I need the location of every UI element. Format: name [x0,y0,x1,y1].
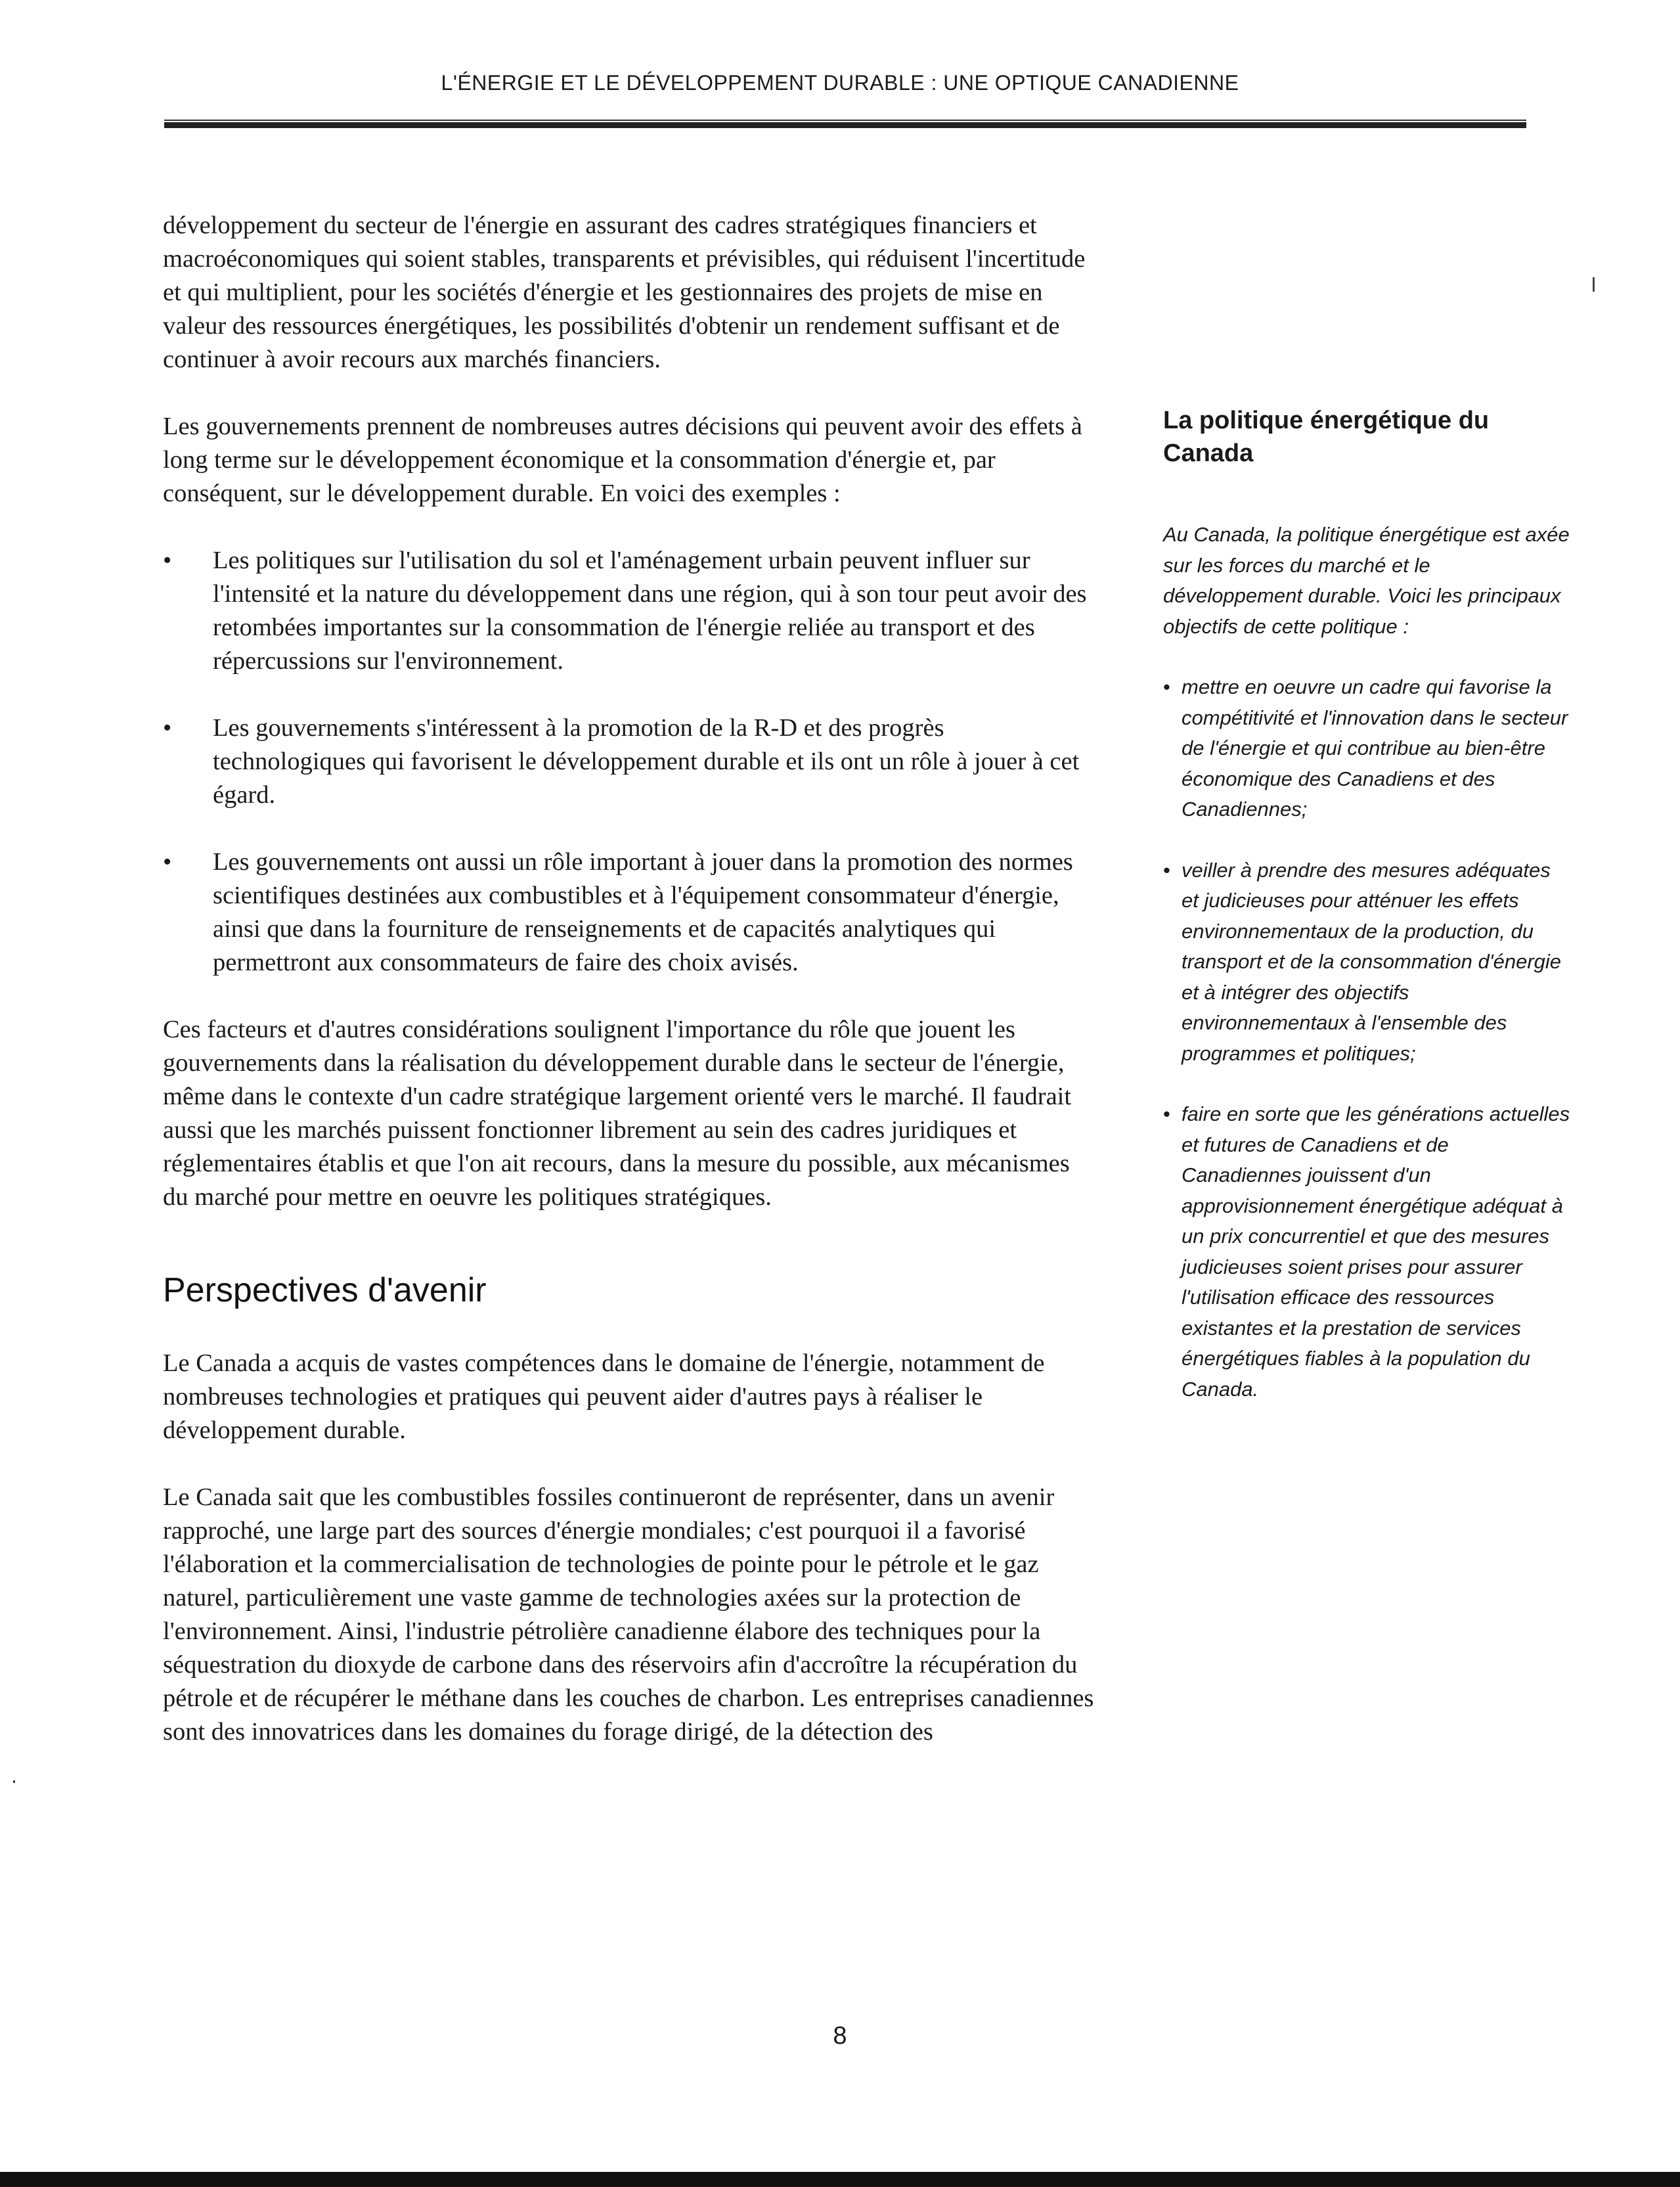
list-item-text: Les gouvernements ont aussi un rôle important à jouer dans la promotion des normes scientifiques destinées aux combustibles et à l'équipement consommateur d'énergie, ainsi que dans la fourniture de renseignements et de capacités analytiques qui permettront aux consommateurs de faire des choix avisés. [213,848,1073,976]
sidebar-intro: Au Canada, la politique énergétique est axée sur les forces du marché et le développement durable. Voici les principaux objectifs de cette politique : [1163,523,1570,638]
sidebar-box [1163,404,1570,1435]
list-item [163,544,1095,678]
paragraph-4: Le Canada a acquis de vastes compétences dans le domaine de l'énergie, notamment de nombreuses technologies et pratiques qui peuvent aider d'autres pays à réaliser le développement durable. [163,1349,1045,1444]
list-item [163,845,1095,980]
list-item-text: Les gouvernements s'intéressent à la promotion de la R-D et des progrès technologiques qui favorisent le développement durable et ils ont un rôle à jouer à cet égard. [213,714,1080,809]
sidebar-list-item-text: faire en sorte que les générations actuelles et futures de Canadiens et de Canadiennes jouissent d'un approvisionnement énergétique adéquat à un prix concurrentiel et que des mesures judicieuses soient prises pour assurer l'utilisation efficace des ressources existantes et la prestation de services énergétiques fiables à la population du Canada. [1182,1102,1570,1401]
sidebar-list-item [1163,855,1570,1070]
header-rule-thin [164,120,1526,121]
scan-speck [13,1780,15,1783]
paragraph-1: développement du secteur de l'énergie en assurant des cadres stratégiques financiers et macroéconomiques qui soient stables, transparents et prévisibles, qui réduisent l'incertitude et qui multiplient, pour les sociétés d'énergie et les gestionnaires des projets de mise en valeur des ressources énergétiques, les possibilités d'obtenir un rendement suffisant et de continuer à avoir recours aux marchés financiers. [163,212,1086,373]
running-header: L'ÉNERGIE ET LE DÉVELOPPEMENT DURABLE : UNE OPTIQUE CANADIENNE [441,71,1239,95]
sidebar-list-item-text: veiller à prendre des mesures adéquates et judicieuses pour atténuer les effets environnementaux de la production, du transport et de la consommation d'énergie et à intégrer des objectifs environnementaux à l'ensemble des programmes et politiques; [1182,858,1562,1065]
sidebar-list-item-text: mettre en oeuvre un cadre qui favorise la compétitivité et l'innovation dans le secteur de l'énergie et qui contribue au bien-être économique des Canadiens et des Canadiennes; [1182,675,1568,821]
list-item [163,711,1095,812]
page-number: 8 [833,2022,847,2050]
paragraph-2: Les gouvernements prennent de nombreuses autres décisions qui peuvent avoir des effets à long terme sur le développement économique et la consommation d'énergie et, par conséquent, sur le développement durable. En voici des exemples : [163,413,1082,507]
section-heading: Perspectives d'avenir [163,1271,487,1309]
bullet-list [163,544,1095,980]
header-rule [164,122,1526,128]
scan-speck [1593,277,1595,292]
bullet-icon: • [163,547,172,574]
bullet-icon: • [163,714,172,742]
paragraph-5: Le Canada sait que les combustibles fossiles continueront de représenter, dans un avenir rapproché, une large part des sources d'énergie mondiales; c'est pourquoi il a favorisé l'élaboration et la commercialisation de technologies de pointe pour le pétrole et le gaz naturel, particulièrement une vaste gamme de technologies axées sur la protection de l'environnement. Ainsi, l'industrie pétrolière canadienne élabore des techniques pour la séquestration du dioxyde de carbone dans des réservoirs afin d'accroître la récupération du pétrole et de récupérer le méthane dans les couches de charbon. Les entreprises canadiennes sont des innovatrices dans les domaines du forage dirigé, de la détection des [163,1483,1094,1746]
main-column [163,209,1095,1782]
sidebar-bullet-list [1163,672,1570,1405]
bullet-icon: • [163,848,172,876]
paragraph-3: Ces facteurs et d'autres considérations soulignent l'importance du rôle que jouent les gouvernements dans la réalisation du développement durable dans le secteur de l'énergie, même dans le contexte d'un cadre stratégique largement orienté vers le marché. Il faudrait aussi que les marchés puissent fonctionner librement au sein des cadres juridiques et réglementaires établis et que l'on ait recours, dans la mesure du possible, aux mécanismes du marché pour mettre en oeuvre les politiques stratégiques. [163,1016,1072,1211]
sidebar-list-item [1163,672,1570,825]
scan-bottom-edge [0,2172,1680,2187]
bullet-icon: • [1163,675,1170,698]
bullet-icon: • [1163,1102,1170,1125]
sidebar-title: La politique énergétique du Canada [1163,407,1490,467]
bullet-icon: • [1163,858,1170,882]
sidebar-list-item [1163,1099,1570,1405]
list-item-text: Les politiques sur l'utilisation du sol et l'aménagement urbain peuvent influer sur l'intensité et la nature du développement dans une région, qui à son tour peut avoir des retombées importantes sur la consommation de l'énergie reliée au transport et des répercussions sur l'environnement. [213,547,1087,675]
